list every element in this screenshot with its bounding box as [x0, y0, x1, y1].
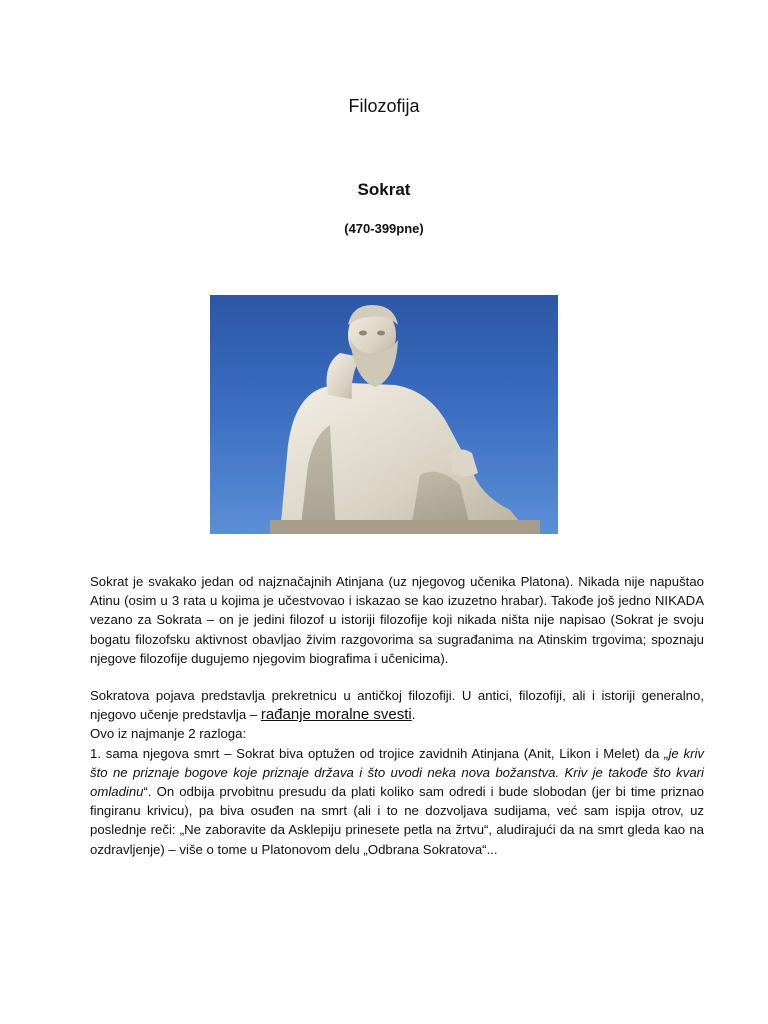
reason-1-rest: “. On odbija prvobitnu presudu da plati koliko sam odredi i bude slobodan (jer bi time priznao fingiranu krivicu), pa biva osuđen na smrt (ali i to ne dozvoljava sudijama, već sam ispija otrov, uz poslednje reči: „Ne zaboravite da Asklepiju prinesete petla na žrtvu“, aludirajući da na smrt gleda kao na ozdravljenje) – više o tome u Platonovom delu „Odbrana Sokratova“... [90, 784, 704, 857]
document-subtitle: Sokrat [357, 180, 411, 199]
paragraph-2-intro-end: . [411, 707, 416, 723]
reason-1-quote: „je kriv što ne priznaje bogove koje priznaje država i što uvodi neka nova božanstva. Kriv je takođe što kvari omladinu [90, 745, 704, 800]
document-title: Filozofija [348, 96, 420, 116]
reasons-intro: Ovo iz najmanje 2 razloga: [90, 726, 247, 742]
socrates-statue-icon [210, 295, 558, 534]
reason-1-start: 1. sama njegova smrt – Sokrat biva optužen od trojice zavidnih Atinjana (Anit, Likon i Melet) da [90, 745, 665, 761]
moral-consciousness-highlight: rađanje moralne svesti [260, 706, 412, 724]
document-dates: (470-399pne) [344, 221, 424, 236]
socrates-statue-image [210, 295, 558, 534]
paragraph-2 [90, 686, 704, 859]
paragraph-2-intro: Sokratova pojava predstavlja prekretnicu u antičkoj filozofiji. U antici, filozofiji, ali i istoriji generalno, njegovo učenje predstavlja – [90, 688, 704, 723]
paragraph-1: Sokrat je svakako jedan od najznačajnih Atinjana (uz njegovog učenika Platona). Nikada nije napuštao Atinu (osim u 3 rata u kojima je učestvovao i iskazao se kao izuzetno hrabar). Takođe još jedno NIKADA vezano za Sokrata – on je jedini filozof u istoriji filozofije koji nikada ništa nije napisao (Sokrat je svoju bogatu filozofsku aktivnost obavljao živim razgovorima sa sugrađanima na Atinskim trgovima; spoznaju njegove filozofije dugujemo njegovim biografima i učenicima). [90, 574, 704, 666]
